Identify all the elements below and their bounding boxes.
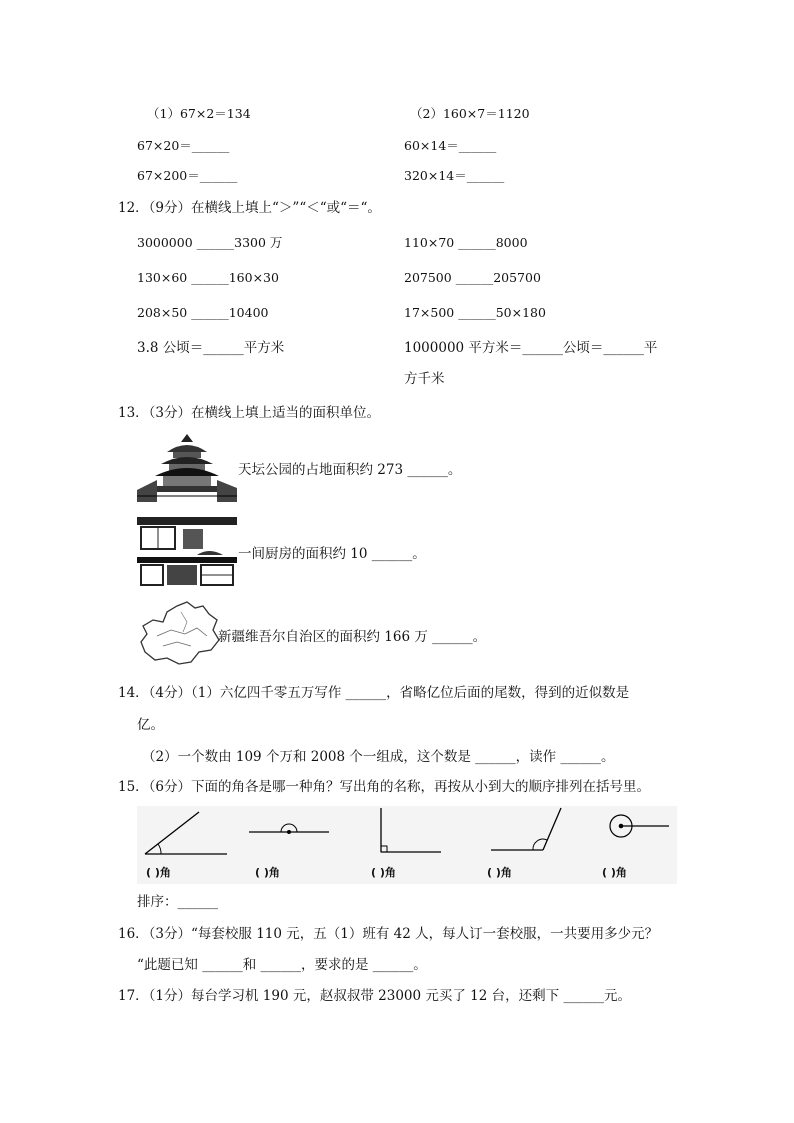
q16-line1: 16．（3分）“每套校服 110 元，五（1）班有 42 人，每人订一套校服，一共要用多少元？ (118, 926, 659, 942)
xinjiang-map-image (137, 600, 222, 668)
q12-line4-left: 3.8 公顷＝______平方米 (137, 340, 285, 356)
temple-of-heaven-image (137, 432, 237, 502)
kitchen-image (137, 517, 237, 587)
q13-item3: 新疆维吾尔自治区的面积约 166 万 ______。 (218, 629, 487, 645)
q13-item2: 一间厨房的面积约 10 ______。 (238, 546, 426, 562)
angle-label-5: ( )角 (602, 866, 627, 879)
q11-line1-right: （2）160×7＝1120 (410, 106, 530, 121)
q11-line1-left: （1）67×2＝134 (147, 106, 251, 121)
q12-line1-right: 110×70 ______8000 (404, 235, 528, 250)
obtuse-angle-figure (491, 808, 561, 850)
q14-line1-cont: 亿。 (137, 717, 164, 733)
q14-line2: （2）一个数由 109 个万和 2008 个一组成，这个数是 ______，读作 ______。 (142, 749, 615, 765)
q17-line1: 17．（1分）每台学习机 190 元，赵叔叔带 23000 元买了 12 台，还剩下 ______元。 (118, 988, 631, 1004)
q12-line1-left: 3000000 ______3300 万 (137, 235, 283, 250)
q11-line3-left: 67×200＝______ (137, 168, 238, 183)
acute-angle-figure (145, 812, 227, 854)
angle-label-1: ( )角 (146, 866, 171, 879)
q14-line1: 14．（4分）（1）六亿四千零五万写作 ______，省略亿位后面的尾数，得到的近似数是 (118, 685, 630, 701)
q13-title: 13．（3分）在横线上填上适当的面积单位。 (118, 405, 381, 421)
q11-line3-right: 320×14＝______ (404, 168, 505, 183)
angle-label-2: ( )角 (255, 866, 280, 879)
round-angle-figure (610, 815, 669, 837)
q12-title: 12．（9分）在横线上填上“＞”“＜“或“＝“。 (118, 200, 381, 216)
q13-item1: 天坛公园的占地面积约 273 ______。 (238, 462, 462, 478)
q12-line2-left: 130×60 ______160×30 (137, 270, 279, 285)
right-angle-figure (381, 808, 441, 852)
q11-line2-right: 60×14＝______ (404, 138, 497, 153)
q12-line2-right: 207500 ______205700 (404, 270, 541, 285)
q15-title: 15．（6分）下面的角各是哪一种角？写出角的名称，再按从小到大的顺序排列在括号里。 (118, 779, 651, 795)
angle-label-3: ( )角 (371, 866, 396, 879)
angle-figures (137, 806, 677, 866)
straight-angle-figure (249, 824, 329, 834)
q16-line2: “此题已知 ______和 ______，要求的是 ______。 (137, 957, 427, 973)
q12-line4-right-cont: 方千米 (404, 371, 445, 387)
q12-line3-left: 208×50 ______10400 (137, 305, 269, 320)
q12-line3-right: 17×500 ______50×180 (404, 305, 546, 320)
angle-label-4: ( )角 (487, 866, 512, 879)
q11-line2-left: 67×20＝______ (137, 138, 230, 153)
q15-sort: 排序：______ (137, 894, 218, 910)
q12-line4-right: 1000000 平方米＝______公顷＝______平 (404, 340, 658, 356)
